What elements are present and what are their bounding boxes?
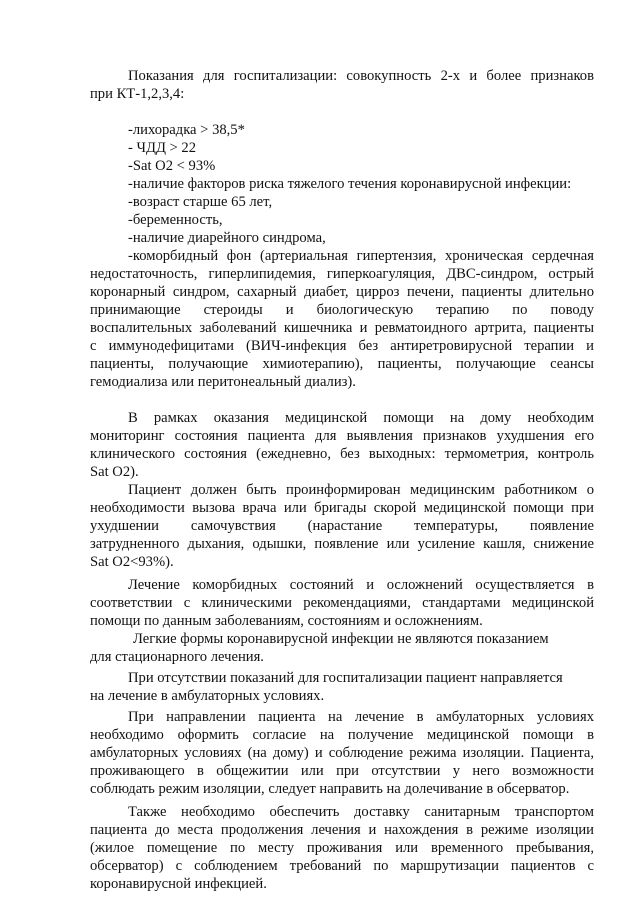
paragraph-line: Лечение коморбидных состояний и осложнений осуществляется в [128,577,594,593]
paragraph-line: соответствии с клиническими рекомендациями, стандартами медицинской [90,595,594,611]
comorbid-line: -коморбидный фон (артериальная гипертензия, хроническая сердечная [128,248,594,264]
indications-intro-line: Показания для госпитализации: совокупность 2-х и более признаков [128,68,594,84]
paragraph-line: пациента до места продолжения лечения и нахождения в режиме изоляции [90,822,594,838]
comorbid-line: гемодиализа или перитонеальный диализ). [90,374,356,390]
paragraph-line: необходимости вызова врача или бригады скорой медицинской помощи при [90,500,594,516]
criterion-item: -Sat O2 < 93% [128,158,216,174]
comorbid-line: с иммунодефицитами (ВИЧ-инфекция без антиретровирусной терапии и [90,338,594,354]
paragraph-line: Пациент должен быть проинформирован медицинским работником о [128,482,594,498]
comorbid-line: недостаточность, гиперлипидемия, гиперкоагуляция, ДВС-синдром, острый [90,266,594,282]
paragraph-line: необходимо оформить согласие на получение медицинской помощи в [90,727,594,743]
paragraph-line: Легкие формы коронавирусной инфекции не являются показанием [133,631,549,647]
criterion-item: - ЧДД > 22 [128,140,197,156]
paragraph-line: проживающего в общежитии или при отсутствии у него возможности [90,763,594,779]
comorbid-line: воспалительных заболеваний кишечника и ревматоидного артрита, пациенты [90,320,594,336]
paragraph-line: для стационарного лечения. [90,649,264,665]
paragraph-line: на лечение в амбулаторных условиях. [90,688,325,704]
criterion-item: -наличие диарейного синдрома, [128,230,326,246]
paragraph-line: При отсутствии показаний для госпитализации пациент направляется [128,670,563,686]
comorbid-line: принимающие стероиды и биологическую терапию по поводу [90,302,594,318]
paragraph-line: помощи по данным заболеваниям, состояниям и осложнениям. [90,613,483,629]
criterion-item: -наличие факторов риска тяжелого течения коронавирусной инфекции: [128,176,572,192]
criterion-item: -беременность, [128,212,223,228]
paragraph-line: (жилое помещение по месту проживания или временного пребывания, [90,840,594,856]
paragraph-line: ухудшении самочувствия (нарастание температуры, появление [90,518,594,534]
paragraph-line: амбулаторных условиях (на дому) и соблюдение режима изоляции. Пациента, [90,745,594,761]
criterion-item: -возраст старше 65 лет, [128,194,273,210]
paragraph-line: В рамках оказания медицинской помощи на дому необходим [128,410,594,426]
paragraph-line: коронавирусной инфекцией. [90,876,267,892]
paragraph-line: соблюдать режим изоляции, следует направить на долечивание в обсерватор. [90,781,570,797]
paragraph-line: обсерватор) с соблюдением требований по маршрутизации пациентов с [90,858,594,874]
paragraph-line: Sat O2<93%). [90,554,174,570]
comorbid-line: коронарный синдром, сахарный диабет, цирроз печени, пациенты длительно [90,284,594,300]
paragraph-line: клинического состояния (ежедневно, без выходных: термометрия, контроль [90,446,594,462]
indications-intro-line: при КТ-1,2,3,4: [90,86,185,102]
comorbid-line: пациенты, получающие химиотерапию), пациенты, получающие сеансы [90,356,594,372]
paragraph-line: Sat O2). [90,464,139,480]
paragraph-line: При направлении пациента на лечение в амбулаторных условиях [128,709,594,725]
paragraph-line: затрудненного дыхания, одышки, появление или усиление кашля, снижение [90,536,594,552]
paragraph-line: Также необходимо обеспечить доставку санитарным транспортом [128,804,594,820]
paragraph-line: мониторинг состояния пациента для выявления признаков ухудшения его [90,428,594,444]
criterion-item: -лихорадка > 38,5* [128,122,245,138]
